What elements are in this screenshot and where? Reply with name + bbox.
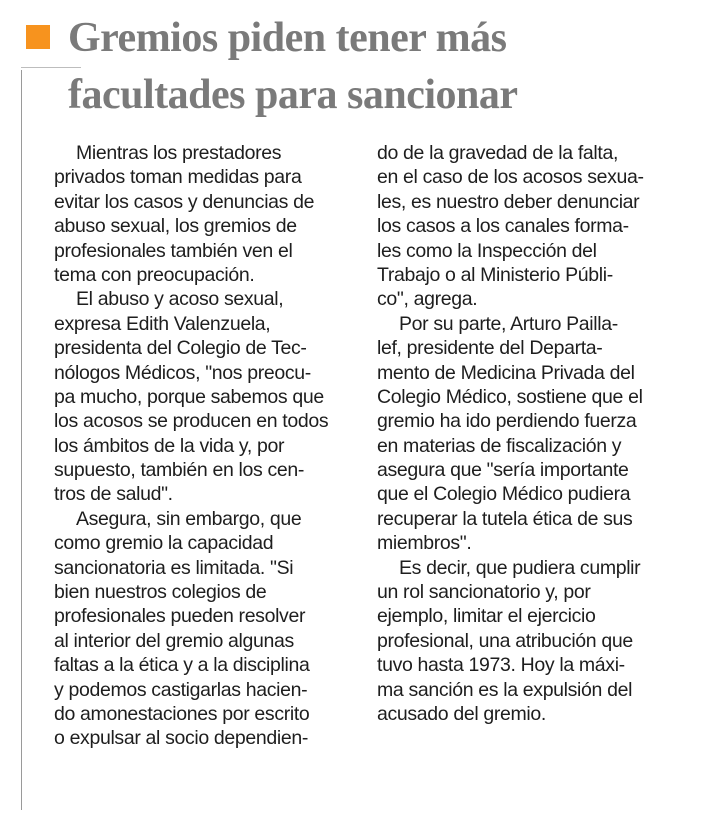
text-line: los acosos se producen en todos [54,410,329,433]
text-line: gremio ha ido perdiendo fuerza [377,410,637,433]
text-line: los ámbitos de la vida y, por [54,434,285,457]
text-line: nólogos Médicos, "nos preocu- [54,361,311,384]
text-line: profesionales pueden resolver [54,605,306,628]
article-column-left [54,141,354,751]
text-line: presidenta del Colegio de Tec- [54,337,307,360]
text-line: Es decir, que pudiera cumplir [399,556,641,579]
text-line: sancionatoria es limitada. "Si [54,556,294,579]
text-line: al interior del gremio algunas [54,629,294,652]
orange-square-marker [26,25,50,49]
text-line: que el Colegio Médico pudiera [377,483,631,506]
left-border-rule [21,70,22,810]
text-line: y podemos castigarlas hacien- [54,678,308,701]
headline-line: Gremios piden tener más [68,15,507,61]
text-line: co", agrega. [377,288,478,311]
text-line: Por su parte, Arturo Pailla- [399,312,618,335]
text-line: en materias de fiscalización y [377,434,622,457]
headline-line: facultades para sancionar [68,72,518,118]
text-line: expresa Edith Valenzuela, [54,312,271,335]
text-line: en el caso de los acosos sexua- [377,166,644,189]
text-line: abuso sexual, los gremios de [54,215,297,238]
text-line: un rol sancionatorio y, por [377,581,591,604]
text-line: lef, presidente del Departa- [377,337,603,360]
text-line: miembros". [377,532,472,555]
text-line: bien nuestros colegios de [54,581,267,604]
text-line: do amonestaciones por escrito [54,702,310,725]
headline [68,10,698,124]
text-line: mento de Medicina Privada del [377,361,635,384]
text-line: o expulsar al socio dependien- [54,727,309,750]
text-line: supuesto, también en los cen- [54,459,305,482]
text-line: faltas a la ética y a la disciplina [54,654,310,677]
text-line: recuperar la tutela ética de sus [377,507,633,530]
text-line: profesional, una atribución que [377,629,633,652]
text-line: Colegio Médico, sostiene que el [377,385,643,408]
text-line: El abuso y acoso sexual, [76,288,284,311]
text-line: como gremio la capacidad [54,532,274,555]
text-line: do de la gravedad de la falta, [377,142,619,164]
text-line: tuvo hasta 1973. Hoy la máxi- [377,654,625,677]
text-line: profesionales también ven el [54,239,293,262]
text-line: ma sanción es la expulsión del [377,678,633,701]
text-line: pa mucho, porque sabemos que [54,385,324,408]
text-line: asegura que "sería importante [377,459,629,482]
text-line: les, es nuestro deber denunciar [377,190,640,213]
text-line: Asegura, sin embargo, que [76,507,302,530]
text-line: les como la Inspección del [377,239,597,262]
article-column-right [377,141,677,726]
text-line: privados toman medidas para [54,166,302,189]
text-line: Trabajo o al Ministerio Públi- [377,263,613,286]
text-line: evitar los casos y denuncias de [54,190,315,213]
text-line: los casos a los canales forma- [377,215,629,238]
text-line: ejemplo, limitar el ejercicio [377,605,596,628]
text-line: tros de salud". [54,483,173,506]
text-line: Mientras los prestadores [76,142,282,164]
text-line: tema con preocupación. [54,263,255,286]
text-line: acusado del gremio. [377,702,546,725]
